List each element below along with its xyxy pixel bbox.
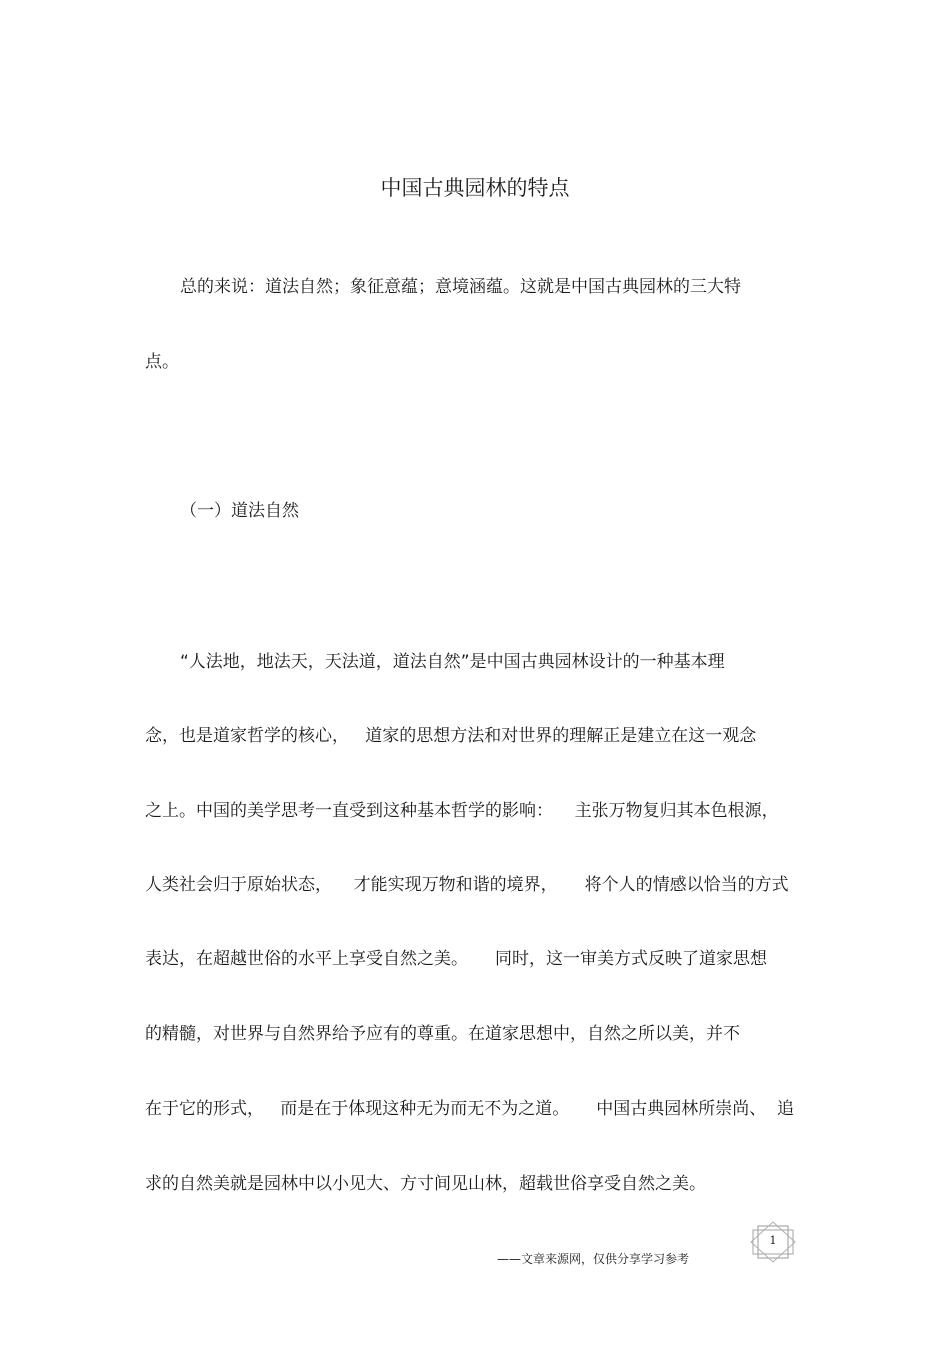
body-line-6: 的精髓，对世界与自然界给予应有的尊重。在道家思想中，自然之所以美，并不 bbox=[145, 1024, 740, 1044]
body-line-3: 之上。中国的美学思考一直受到这种基本哲学的影响： 主张万物复归其本色根源， bbox=[145, 801, 779, 821]
body-line-8: 求的自然美就是园林中以小见大、方寸间见山林，超载世俗享受自然之美。 bbox=[145, 1174, 706, 1194]
body-line-4: 人类社会归于原始状态， 才能实现万物和谐的境界， 将个人的情感以恰当的方式 bbox=[145, 875, 789, 895]
intro-line-1: 总的来说：道法自然；象征意蕴；意境涵蕴。这就是中国古典园林的三大特 bbox=[180, 277, 741, 297]
body-line-1: “人法地，地法天，天法道，道法自然”是中国古典园林设计的一种基本理 bbox=[180, 652, 725, 672]
page-title: 中国古典园林的特点 bbox=[380, 176, 570, 200]
page-number-badge bbox=[749, 1221, 797, 1263]
footer-note: ——文章来源网，仅供分享学习参考 bbox=[497, 1252, 690, 1266]
body-line-7: 在于它的形式， 而是在于体现这种无为而无不为之道。 中国古典园林所崇尚、 追 bbox=[145, 1099, 795, 1119]
section-heading: （一）道法自然 bbox=[180, 501, 299, 521]
page-number: 1 bbox=[769, 1234, 777, 1247]
body-line-5: 表达，在超越世俗的水平上享受自然之美。 同时，这一审美方式反映了道家思想 bbox=[145, 949, 768, 969]
body-line-2: 念，也是道家哲学的核心， 道家的思想方法和对世界的理解正是建立在这一观念 bbox=[145, 726, 757, 746]
intro-line-2: 点。 bbox=[145, 352, 179, 372]
